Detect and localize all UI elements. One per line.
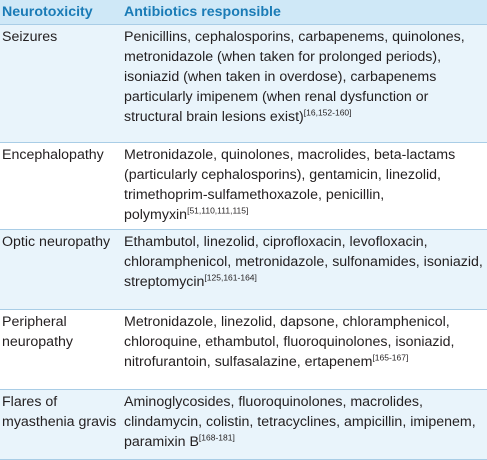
row-antibiotics <box>121 230 487 310</box>
row-label: Optic neuropathy <box>0 230 121 310</box>
row-text: Penicillins, cephalosporins, carbapenems, quinolones, metronidazole (when taken for prolonged periods), isoniazid (when taken in overdose), carbapenems particularly imipenem (when renal dysfunction or structural brain lesions exist) <box>124 29 465 125</box>
row-reference: [16,152-160] <box>303 107 352 118</box>
table-body <box>0 25 487 460</box>
row-antibiotics <box>121 25 487 143</box>
table-row <box>0 143 487 230</box>
header-row <box>0 0 487 25</box>
row-antibiotics <box>121 310 487 390</box>
row-text: Aminoglycosides, fluoroquinolones, macrolides, clindamycin, colistin, tetracyclines, ampicillin, imipenem, paramixin B <box>124 394 476 450</box>
row-label: Seizures <box>0 25 121 143</box>
row-label: Peripheral neuropathy <box>0 310 121 390</box>
row-text: Ethambutol, linezolid, ciprofloxacin, levofloxacin, chloramphenicol, metronidazole, sulfonamides, isoniazid, streptomycin <box>124 234 483 290</box>
table-row <box>0 230 487 310</box>
row-antibiotics <box>121 390 487 460</box>
row-reference: [125,161-164] <box>204 272 257 283</box>
row-label: Encephalopathy <box>0 143 121 230</box>
row-label: Flares of myasthenia gravis <box>0 390 121 460</box>
row-reference: [51,110,111,115] <box>187 205 249 216</box>
row-reference: [165-167] <box>372 352 409 363</box>
row-text: Metronidazole, quinolones, macrolides, beta-lactams (particularly cephalosporins), gentamicin, linezolid, trimethoprim-sulfamethoxazole, penicillin, polymyxin <box>124 147 456 223</box>
header-antibiotics-responsible: Antibiotics responsible <box>121 0 487 25</box>
table-row <box>0 310 487 390</box>
table-header <box>0 0 487 25</box>
row-antibiotics <box>121 143 487 230</box>
row-text: Metronidazole, linezolid, dapsone, chloramphenicol, chloroquine, ethambutol, fluoroquinolones, isoniazid, nitrofurantoin, sulfasalazine, ertapenem <box>124 314 455 370</box>
row-reference: [168-181] <box>198 432 235 443</box>
header-neurotoxicity: Neurotoxicity <box>0 0 121 25</box>
table-row <box>0 25 487 143</box>
table-row <box>0 390 487 460</box>
